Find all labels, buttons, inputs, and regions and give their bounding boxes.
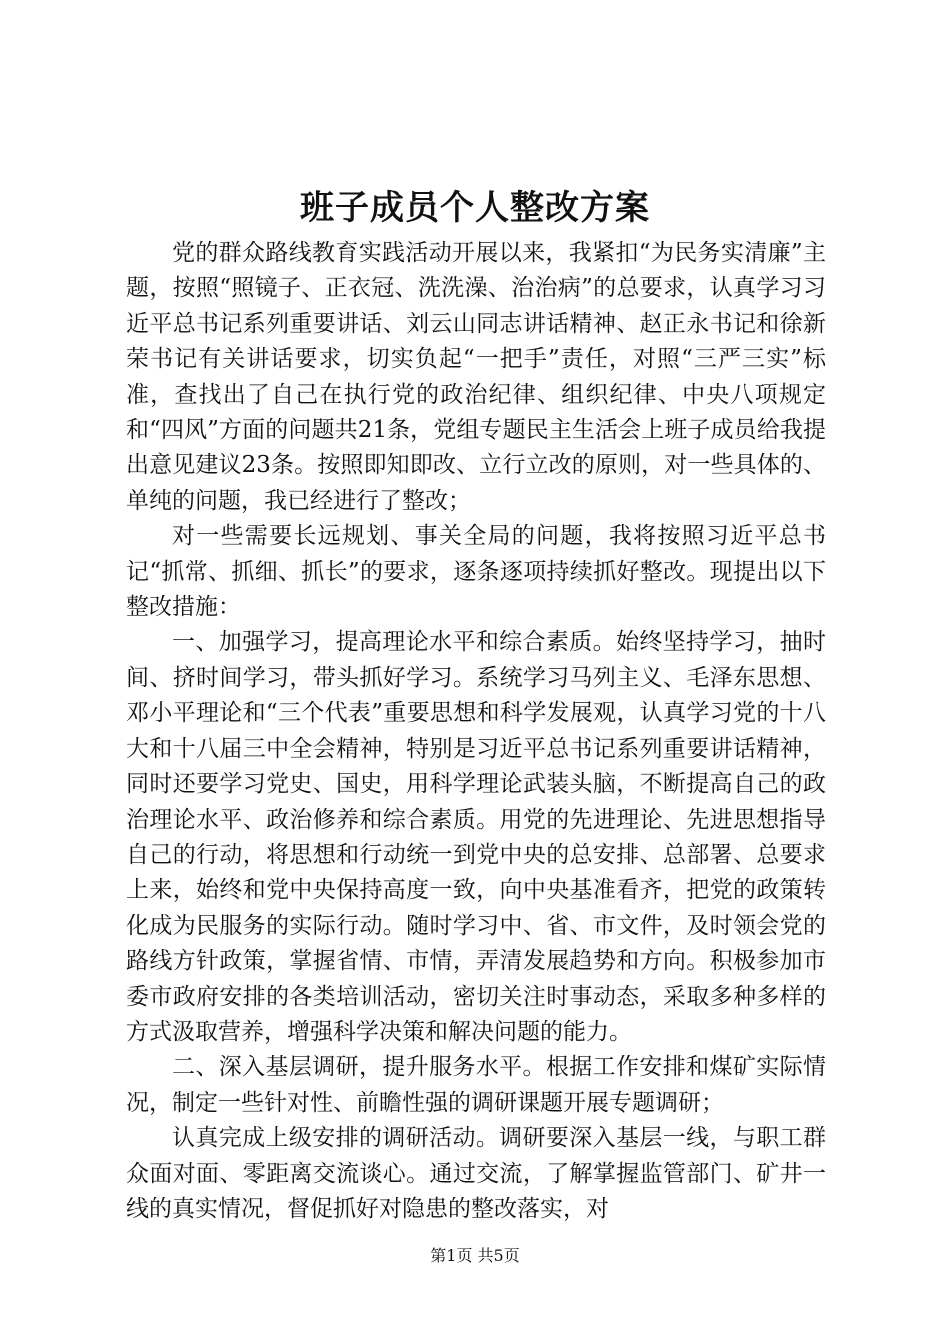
page-footer: 第1页 共5页: [430, 1246, 520, 1265]
paragraph-5: 认真完成上级安排的调研活动。调研要深入基层一线，与职工群众面对面、零距离交流谈心。通过交流，了解掌握监管部门、矿井一线的真实情况，督促抓好对隐患的整改落实，对: [126, 1125, 826, 1222]
paragraph-3: 一、加强学习，提高理论水平和综合素质。始终坚持学习，抽时间、挤时间学习，带头抓好学习。系统学习马列主义、毛泽东思想、邓小平理论和“三个代表”重要思想和科学发展观，认真学习党的十八大和十八届三中全会精神，特别是习近平总书记系列重要讲话精神，同时还要学习党史、国史，用科学理论武装头脑，不断提高自己的政治理论水平、政治修养和综合素质。用党的先进理论、先进思想指导自己的行动，将思想和行动统一到党中央的总安排、总部署、总要求上来，始终和党中央保持高度一致，向中央基准看齐，把党的政策转化成为民服务的实际行动。随时学习中、省、市文件，及时领会党的路线方针政策，掌握省情、市情，弄清发展趋势和方向。积极参加市委市政府安排的各类培训活动，密切关注时事动态，采取多种多样的方式汲取营养，增强科学决策和解决问题的能力。: [126, 629, 826, 1045]
paragraph-2: 对一些需要长远规划、事关全局的问题，我将按照习近平总书记“抓常、抓细、抓长”的要求，逐条逐项持续抓好整改。现提出以下整改措施：: [126, 523, 826, 621]
paragraph-1: 党的群众路线教育实践活动开展以来，我紧扣“为民务实清廉”主题，按照“照镜子、正衣冠、洗洗澡、治治病”的总要求，认真学习习近平总书记系列重要讲话、刘云山同志讲话精神、赵正永书记和徐新荣书记有关讲话要求，切实负起“一把手”责任，对照“三严三实”标准，查找出了自己在执行党的政治纪律、组织纪律、中央八项规定和“四风”方面的问题共21条，党组专题民主生活会上班子成员给我提出意见建议23条。按照即知即改、立行立改的原则，对一些具体的、单纯的问题，我已经进行了整改；: [126, 240, 826, 514]
paragraph-4: 二、深入基层调研，提升服务水平。根据工作安排和煤矿实际情况，制定一些针对性、前瞻性强的调研课题开展专题调研；: [126, 1054, 826, 1116]
document-body: [126, 236, 826, 1227]
document-title: 班子成员个人整改方案: [300, 188, 650, 228]
